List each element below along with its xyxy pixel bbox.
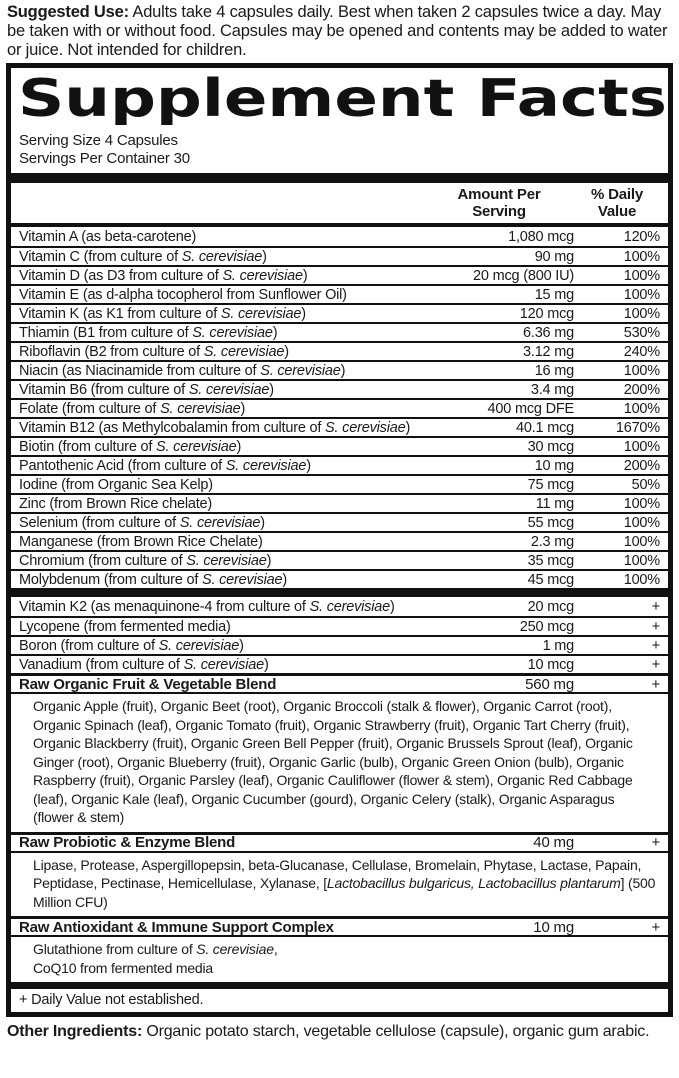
amount-header-line1: Amount Per xyxy=(457,186,541,203)
nutrient-daily-value: 100% xyxy=(623,305,660,322)
nutrient-daily-value: 100% xyxy=(623,267,660,284)
table-row xyxy=(11,417,668,436)
nutrient-name: Vanadium (from culture of S. cerevisiae) xyxy=(19,656,269,673)
table-row xyxy=(11,379,668,398)
table-row xyxy=(11,398,668,417)
nutrient-name: Raw Antioxidant & Immune Support Complex xyxy=(19,918,334,936)
nutrient-daily-value: + xyxy=(651,834,660,851)
table-row xyxy=(11,474,668,493)
blend-ingredients: Organic Apple (fruit), Organic Beet (root), Organic Broccoli (stalk & flower), Organic Carrot (root), Organic Spinach (leaf), Organic Tomato (fruit), Organic Strawberry (fruit), Organic Tart Cherry (fruit), Organic Blackberry (fruit), Organic Green Bell Pepper (fruit), Organic Brussels Sprout (leaf), Organic Ginger (root), Organic Blueberry (fruit), Organic Garlic (bulb), Organic Green Onion (bulb), Organic Raspberry (fruit), Organic Parsley (leaf), Organic Cauliflower (flower & stem), Organic Red Cabbage (leaf), Organic Kale (leaf), Organic Cucumber (gourd), Organic Celery (stalk), Organic Asparagus (flower & stem) xyxy=(11,692,668,832)
nutrient-daily-value: + xyxy=(651,675,660,693)
nutrient-name: Thiamin (B1 from culture of S. cerevisiae) xyxy=(19,324,278,341)
nutrient-amount: 40.1 mcg xyxy=(515,419,574,436)
nutrient-amount: 35 mcg xyxy=(527,552,574,569)
table-row xyxy=(11,436,668,455)
table-row xyxy=(11,303,668,322)
nutrient-name: Riboflavin (B2 from culture of S. cerevisiae) xyxy=(19,343,289,360)
column-amount-per-serving xyxy=(424,186,574,220)
nutrient-amount: 40 mg xyxy=(533,834,574,851)
nutrient-daily-value: 100% xyxy=(623,286,660,303)
nutrient-daily-value: 100% xyxy=(623,571,660,588)
table-row xyxy=(11,360,668,379)
other-ingredients xyxy=(0,1017,679,1041)
panel-title-wrap xyxy=(11,68,668,132)
nutrient-name: Vitamin K2 (as menaquinone-4 from culture of S. cerevisiae) xyxy=(19,598,395,615)
table-row xyxy=(11,673,668,692)
nutrient-daily-value: 120% xyxy=(623,228,660,245)
table-row xyxy=(11,550,668,569)
nutrient-daily-value: + xyxy=(651,656,660,673)
nutrient-amount: 6.36 mg xyxy=(523,324,574,341)
divider-bar xyxy=(11,982,668,989)
nutrient-name: Manganese (from Brown Rice Chelate) xyxy=(19,533,263,550)
nutrient-amount: 30 mcg xyxy=(527,438,574,455)
nutrient-amount: 16 mg xyxy=(534,362,574,379)
column-daily-value xyxy=(574,186,660,220)
nutrient-daily-value: + xyxy=(651,918,660,936)
nutrient-amount: 250 mcg xyxy=(519,618,574,635)
nutrient-name: Biotin (from culture of S. cerevisiae) xyxy=(19,438,242,455)
nutrient-daily-value: 100% xyxy=(623,495,660,512)
nutrient-amount: 45 mcg xyxy=(527,571,574,588)
nutrient-daily-value: + xyxy=(651,637,660,654)
nutrient-daily-value: 1670% xyxy=(615,419,660,436)
nutrient-amount: 1 mg xyxy=(542,637,574,654)
nutrient-name: Zinc (from Brown Rice chelate) xyxy=(19,495,213,512)
nutrient-amount: 20 mcg xyxy=(527,598,574,615)
daily-value-footnote: + Daily Value not established. xyxy=(19,992,204,1008)
table-row xyxy=(11,246,668,265)
table-row xyxy=(11,284,668,303)
nutrient-amount: 1,080 mcg xyxy=(508,228,574,245)
nutrient-amount: 15 mg xyxy=(534,286,574,303)
nutrient-name: Vitamin A (as beta-carotene) xyxy=(19,228,197,245)
other-ingredients-text: Organic potato starch, vegetable cellulose (capsule), organic gum arabic. xyxy=(146,1023,650,1040)
nutrient-name: Vitamin B12 (as Methylcobalamin from culture of S. cerevisiae) xyxy=(19,419,411,436)
nutrient-daily-value: 200% xyxy=(623,457,660,474)
table-row xyxy=(11,512,668,531)
dv-header-line2: Value xyxy=(597,203,637,220)
table-row xyxy=(11,916,668,935)
nutrient-amount: 120 mcg xyxy=(519,305,574,322)
blend-ingredients: Glutathione from culture of S. cerevisiae, CoQ10 from fermented media xyxy=(11,935,668,982)
suggested-use xyxy=(0,0,679,60)
table-row xyxy=(11,322,668,341)
nutrient-amount: 10 mg xyxy=(533,918,574,936)
nutrient-amount: 560 mg xyxy=(525,675,574,693)
dv-header-line1: % Daily xyxy=(591,186,643,203)
servings-per-container: Servings Per Container 30 xyxy=(19,150,190,167)
table-row xyxy=(11,265,668,284)
nutrient-name: Molybdenum (from culture of S. cerevisiae) xyxy=(19,571,288,588)
column-headers xyxy=(11,183,668,227)
table-row xyxy=(11,569,668,588)
nutrient-amount: 90 mg xyxy=(534,248,574,265)
nutrient-amount: 3.4 mg xyxy=(530,381,574,398)
nutrient-daily-value: + xyxy=(651,598,660,615)
nutrient-daily-value: 100% xyxy=(623,514,660,531)
nutrient-name: Pantothenic Acid (from culture of S. cerevisiae) xyxy=(19,457,311,474)
nutrient-daily-value: 100% xyxy=(623,438,660,455)
table-row xyxy=(11,832,668,851)
nutrient-name: Niacin (as Niacinamide from culture of S. cerevisiae) xyxy=(19,362,346,379)
nutrient-daily-value: 50% xyxy=(631,476,660,493)
amount-header-line2: Serving xyxy=(472,203,526,220)
nutrient-amount: 20 mcg (800 IU) xyxy=(473,267,574,284)
nutrient-amount: 75 mcg xyxy=(527,476,574,493)
other-ingredients-label: Other Ingredients: xyxy=(7,1023,143,1040)
nutrient-daily-value: 200% xyxy=(623,381,660,398)
suggested-use-text: Adults take 4 capsules daily. Best when taken 2 capsules twice a day. May be taken with or without food. Capsules may be opened and contents may be added to water or juice. Not intended for children. xyxy=(7,3,668,59)
table-row xyxy=(11,531,668,550)
table-row xyxy=(11,493,668,512)
nutrient-amount: 2.3 mg xyxy=(530,533,574,550)
nutrient-amount: 400 mcg DFE xyxy=(487,400,574,417)
divider-bar xyxy=(11,588,668,597)
nutrient-name: Vitamin B6 (from culture of S. cerevisiae) xyxy=(19,381,274,398)
nutrient-name: Selenium (from culture of S. cerevisiae) xyxy=(19,514,265,531)
nutrient-amount: 55 mcg xyxy=(527,514,574,531)
serving-size: Serving Size 4 Capsules xyxy=(19,132,178,149)
blend-ingredients: Lipase, Protease, Aspergillopepsin, beta-Glucanase, Cellulase, Bromelain, Phytase, Lactase, Papain, Peptidase, Pectinase, Hemicellulase, Xylanase, [Lactobacillus bulgaricus, Lactobacillus plantarum] (500 Million CFU) xyxy=(11,851,668,917)
nutrient-name: Boron (from culture of S. cerevisiae) xyxy=(19,637,244,654)
nutrient-name: Raw Organic Fruit & Vegetable Blend xyxy=(19,675,277,693)
nutrient-amount: 3.12 mg xyxy=(523,343,574,360)
nutrient-daily-value: 530% xyxy=(623,324,660,341)
nutrient-name: Lycopene (from fermented media) xyxy=(19,618,231,635)
table-row xyxy=(11,597,668,616)
nutrient-name: Folate (from culture of S. cerevisiae) xyxy=(19,400,246,417)
table-row xyxy=(11,341,668,360)
table-row xyxy=(11,654,668,673)
nutrient-name: Chromium (from culture of S. cerevisiae) xyxy=(19,552,272,569)
nutrient-daily-value: 100% xyxy=(623,400,660,417)
nutrient-name: Vitamin E (as d-alpha tocopherol from Sunflower Oil) xyxy=(19,286,347,303)
nutrient-name: Vitamin K (as K1 from culture of S. cerevisiae) xyxy=(19,305,306,322)
nutrient-daily-value: 100% xyxy=(623,248,660,265)
supplement-facts-panel xyxy=(6,63,673,1017)
nutrient-name: Iodine (from Organic Sea Kelp) xyxy=(19,476,213,493)
nutrient-daily-value: 240% xyxy=(623,343,660,360)
nutrient-name: Vitamin D (as D3 from culture of S. cerevisiae) xyxy=(19,267,308,284)
table-row xyxy=(11,455,668,474)
table-row xyxy=(11,635,668,654)
nutrient-name: Raw Probiotic & Enzyme Blend xyxy=(19,834,236,851)
panel-title-text: Supplement Facts xyxy=(18,71,667,125)
suggested-use-label: Suggested Use: xyxy=(7,3,129,21)
nutrient-amount: 11 mg xyxy=(535,495,574,512)
panel-title xyxy=(18,71,669,125)
nutrient-daily-value: + xyxy=(651,618,660,635)
table-row xyxy=(11,227,668,246)
header-divider-bar xyxy=(11,173,668,183)
nutrient-name: Vitamin C (from culture of S. cerevisiae) xyxy=(19,248,267,265)
nutrient-daily-value: 100% xyxy=(623,552,660,569)
table-row xyxy=(11,616,668,635)
nutrient-daily-value: 100% xyxy=(623,362,660,379)
facts-table-body xyxy=(11,227,668,989)
nutrient-amount: 10 mg xyxy=(534,457,574,474)
nutrient-daily-value: 100% xyxy=(623,533,660,550)
nutrient-amount: 10 mcg xyxy=(527,656,574,673)
